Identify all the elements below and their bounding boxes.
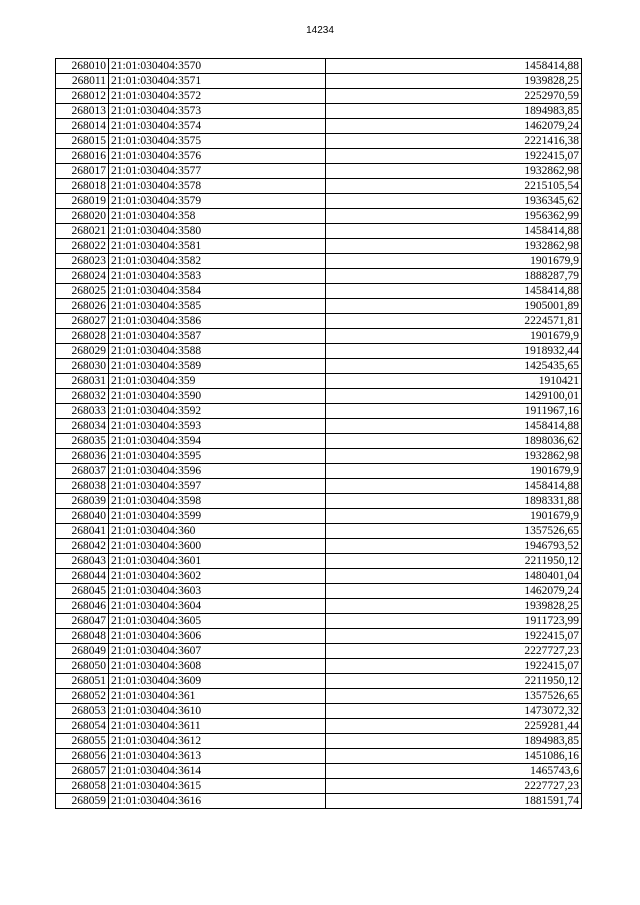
cadastral-number-cell: 21:01:030404:3602	[109, 569, 326, 584]
row-number-cell: 268015	[56, 134, 109, 149]
cadastral-value-cell: 2211950,12	[326, 674, 582, 689]
table-row	[56, 314, 582, 329]
cadastral-value-cell: 1946793,52	[326, 539, 582, 554]
table-row	[56, 134, 582, 149]
cadastral-value-cell: 1898036,62	[326, 434, 582, 449]
cadastral-value-cell: 1894983,85	[326, 734, 582, 749]
row-number-cell: 268039	[56, 494, 109, 509]
table-row	[56, 59, 582, 74]
cadastral-value-cell: 1905001,89	[326, 299, 582, 314]
cadastral-number-cell: 21:01:030404:3598	[109, 494, 326, 509]
row-number-cell: 268026	[56, 299, 109, 314]
cadastral-value-cell: 1911967,16	[326, 404, 582, 419]
row-number-cell: 268036	[56, 449, 109, 464]
row-number-cell: 268022	[56, 239, 109, 254]
cadastral-number-cell: 21:01:030404:3600	[109, 539, 326, 554]
table-row	[56, 584, 582, 599]
cadastral-number-cell: 21:01:030404:3589	[109, 359, 326, 374]
table-row	[56, 719, 582, 734]
cadastral-number-cell: 21:01:030404:3605	[109, 614, 326, 629]
cadastral-number-cell: 21:01:030404:3577	[109, 164, 326, 179]
row-number-cell: 268016	[56, 149, 109, 164]
row-number-cell: 268053	[56, 704, 109, 719]
cadastral-number-cell: 21:01:030404:3590	[109, 389, 326, 404]
cadastral-value-cell: 1458414,88	[326, 419, 582, 434]
cadastral-value-cell: 1462079,24	[326, 119, 582, 134]
row-number-cell: 268023	[56, 254, 109, 269]
table-row	[56, 644, 582, 659]
cadastral-value-cell: 1429100,01	[326, 389, 582, 404]
cadastral-number-cell: 21:01:030404:3579	[109, 194, 326, 209]
row-number-cell: 268052	[56, 689, 109, 704]
table-row	[56, 794, 582, 809]
cadastral-value-cell: 2221416,38	[326, 134, 582, 149]
table-row	[56, 359, 582, 374]
cadastral-number-cell: 21:01:030404:3571	[109, 74, 326, 89]
table-row	[56, 479, 582, 494]
cadastral-value-cell: 2259281,44	[326, 719, 582, 734]
cadastral-value-cell: 1901679,9	[326, 509, 582, 524]
row-number-cell: 268059	[56, 794, 109, 809]
cadastral-value-cell: 1462079,24	[326, 584, 582, 599]
table-row	[56, 194, 582, 209]
cadastral-number-cell: 21:01:030404:3613	[109, 749, 326, 764]
table-row	[56, 104, 582, 119]
cadastral-number-cell: 21:01:030404:3599	[109, 509, 326, 524]
cadastral-value-cell: 1922415,07	[326, 149, 582, 164]
cadastral-number-cell: 21:01:030404:3588	[109, 344, 326, 359]
table-row	[56, 554, 582, 569]
row-number-cell: 268057	[56, 764, 109, 779]
cadastral-value-cell: 1458414,88	[326, 284, 582, 299]
cadastral-value-cell: 1922415,07	[326, 659, 582, 674]
table-row	[56, 404, 582, 419]
cadastral-number-cell: 21:01:030404:358	[109, 209, 326, 224]
row-number-cell: 268033	[56, 404, 109, 419]
row-number-cell: 268025	[56, 284, 109, 299]
cadastral-value-cell: 2215105,54	[326, 179, 582, 194]
cadastral-number-cell: 21:01:030404:3601	[109, 554, 326, 569]
cadastral-number-cell: 21:01:030404:3573	[109, 104, 326, 119]
cadastral-value-cell: 2227727,23	[326, 644, 582, 659]
cadastral-number-cell: 21:01:030404:3582	[109, 254, 326, 269]
page-number: 14234	[306, 25, 334, 36]
cadastral-value-cell: 1465743,6	[326, 764, 582, 779]
cadastral-number-cell: 21:01:030404:3584	[109, 284, 326, 299]
row-number-cell: 268044	[56, 569, 109, 584]
row-number-cell: 268017	[56, 164, 109, 179]
table-row	[56, 224, 582, 239]
cadastral-number-cell: 21:01:030404:3580	[109, 224, 326, 239]
table-row	[56, 119, 582, 134]
cadastral-value-cell: 1458414,88	[326, 59, 582, 74]
cadastral-value-cell: 1918932,44	[326, 344, 582, 359]
cadastral-value-cell: 1936345,62	[326, 194, 582, 209]
cadastral-value-table	[55, 58, 582, 809]
row-number-cell: 268042	[56, 539, 109, 554]
cadastral-number-cell: 21:01:030404:3609	[109, 674, 326, 689]
table-row	[56, 419, 582, 434]
cadastral-number-cell: 21:01:030404:3581	[109, 239, 326, 254]
cadastral-number-cell: 21:01:030404:361	[109, 689, 326, 704]
table-row	[56, 749, 582, 764]
cadastral-value-cell: 1910421	[326, 374, 582, 389]
table-row	[56, 74, 582, 89]
table-row	[56, 374, 582, 389]
row-number-cell: 268032	[56, 389, 109, 404]
table-row	[56, 254, 582, 269]
cadastral-value-cell: 2224571,81	[326, 314, 582, 329]
table-row	[56, 464, 582, 479]
row-number-cell: 268028	[56, 329, 109, 344]
cadastral-value-cell: 1898331,88	[326, 494, 582, 509]
cadastral-number-cell: 21:01:030404:3614	[109, 764, 326, 779]
cadastral-value-cell: 1357526,65	[326, 524, 582, 539]
cadastral-number-cell: 21:01:030404:3570	[109, 59, 326, 74]
row-number-cell: 268011	[56, 74, 109, 89]
row-number-cell: 268013	[56, 104, 109, 119]
cadastral-value-cell: 1911723,99	[326, 614, 582, 629]
row-number-cell: 268056	[56, 749, 109, 764]
row-number-cell: 268030	[56, 359, 109, 374]
cadastral-number-cell: 21:01:030404:3585	[109, 299, 326, 314]
table-row	[56, 689, 582, 704]
row-number-cell: 268037	[56, 464, 109, 479]
cadastral-value-cell: 1881591,74	[326, 794, 582, 809]
cadastral-value-cell: 2211950,12	[326, 554, 582, 569]
row-number-cell: 268048	[56, 629, 109, 644]
row-number-cell: 268058	[56, 779, 109, 794]
cadastral-number-cell: 21:01:030404:3572	[109, 89, 326, 104]
row-number-cell: 268010	[56, 59, 109, 74]
cadastral-number-cell: 21:01:030404:3574	[109, 119, 326, 134]
row-number-cell: 268019	[56, 194, 109, 209]
table-row	[56, 149, 582, 164]
cadastral-value-cell: 1922415,07	[326, 629, 582, 644]
cadastral-value-cell: 1894983,85	[326, 104, 582, 119]
table-row	[56, 524, 582, 539]
cadastral-value-cell: 1458414,88	[326, 479, 582, 494]
table-row	[56, 269, 582, 284]
row-number-cell: 268012	[56, 89, 109, 104]
row-number-cell: 268045	[56, 584, 109, 599]
cadastral-value-cell: 1901679,9	[326, 254, 582, 269]
table-row	[56, 344, 582, 359]
table-row	[56, 614, 582, 629]
table-row	[56, 764, 582, 779]
row-number-cell: 268020	[56, 209, 109, 224]
table-row	[56, 599, 582, 614]
cadastral-number-cell: 21:01:030404:3604	[109, 599, 326, 614]
cadastral-number-cell: 21:01:030404:3606	[109, 629, 326, 644]
row-number-cell: 268054	[56, 719, 109, 734]
cadastral-number-cell: 21:01:030404:3597	[109, 479, 326, 494]
table-row	[56, 629, 582, 644]
cadastral-value-cell: 1932862,98	[326, 164, 582, 179]
row-number-cell: 268029	[56, 344, 109, 359]
row-number-cell: 268041	[56, 524, 109, 539]
cadastral-number-cell: 21:01:030404:3612	[109, 734, 326, 749]
row-number-cell: 268038	[56, 479, 109, 494]
cadastral-number-cell: 21:01:030404:3603	[109, 584, 326, 599]
cadastral-number-cell: 21:01:030404:3583	[109, 269, 326, 284]
table-row	[56, 164, 582, 179]
row-number-cell: 268021	[56, 224, 109, 239]
cadastral-value-cell: 1932862,98	[326, 239, 582, 254]
table-row	[56, 239, 582, 254]
row-number-cell: 268024	[56, 269, 109, 284]
cadastral-value-cell: 1458414,88	[326, 224, 582, 239]
table-row	[56, 509, 582, 524]
cadastral-number-cell: 21:01:030404:3616	[109, 794, 326, 809]
table-row	[56, 734, 582, 749]
cadastral-value-cell: 1932862,98	[326, 449, 582, 464]
cadastral-number-cell: 21:01:030404:3611	[109, 719, 326, 734]
row-number-cell: 268014	[56, 119, 109, 134]
table-row	[56, 179, 582, 194]
cadastral-value-cell: 1480401,04	[326, 569, 582, 584]
cadastral-number-cell: 21:01:030404:3578	[109, 179, 326, 194]
cadastral-value-cell: 1901679,9	[326, 329, 582, 344]
cadastral-number-cell: 21:01:030404:3594	[109, 434, 326, 449]
cadastral-value-cell: 1939828,25	[326, 599, 582, 614]
table-body	[56, 59, 582, 809]
row-number-cell: 268035	[56, 434, 109, 449]
table-row	[56, 674, 582, 689]
table-row	[56, 659, 582, 674]
cadastral-number-cell: 21:01:030404:3587	[109, 329, 326, 344]
row-number-cell: 268049	[56, 644, 109, 659]
cadastral-number-cell: 21:01:030404:3608	[109, 659, 326, 674]
cadastral-number-cell: 21:01:030404:3576	[109, 149, 326, 164]
cadastral-number-cell: 21:01:030404:3615	[109, 779, 326, 794]
table-row	[56, 449, 582, 464]
row-number-cell: 268034	[56, 419, 109, 434]
cadastral-number-cell: 21:01:030404:3593	[109, 419, 326, 434]
table-row	[56, 89, 582, 104]
row-number-cell: 268018	[56, 179, 109, 194]
cadastral-number-cell: 21:01:030404:3607	[109, 644, 326, 659]
row-number-cell: 268027	[56, 314, 109, 329]
table-row	[56, 299, 582, 314]
table-row	[56, 284, 582, 299]
cadastral-number-cell: 21:01:030404:3610	[109, 704, 326, 719]
cadastral-number-cell: 21:01:030404:3586	[109, 314, 326, 329]
row-number-cell: 268050	[56, 659, 109, 674]
row-number-cell: 268046	[56, 599, 109, 614]
row-number-cell: 268047	[56, 614, 109, 629]
cadastral-number-cell: 21:01:030404:3575	[109, 134, 326, 149]
table-row	[56, 389, 582, 404]
row-number-cell: 268040	[56, 509, 109, 524]
cadastral-value-cell: 2252970,59	[326, 89, 582, 104]
cadastral-value-cell: 1451086,16	[326, 749, 582, 764]
cadastral-number-cell: 21:01:030404:3595	[109, 449, 326, 464]
table-row	[56, 539, 582, 554]
row-number-cell: 268031	[56, 374, 109, 389]
cadastral-number-cell: 21:01:030404:3592	[109, 404, 326, 419]
table-row	[56, 704, 582, 719]
cadastral-value-cell: 1473072,32	[326, 704, 582, 719]
cadastral-value-cell: 1425435,65	[326, 359, 582, 374]
table-row	[56, 569, 582, 584]
table-row	[56, 209, 582, 224]
table-row	[56, 494, 582, 509]
table-row	[56, 329, 582, 344]
cadastral-value-cell: 2227727,23	[326, 779, 582, 794]
cadastral-number-cell: 21:01:030404:3596	[109, 464, 326, 479]
cadastral-value-cell: 1357526,65	[326, 689, 582, 704]
row-number-cell: 268043	[56, 554, 109, 569]
table-row	[56, 434, 582, 449]
cadastral-value-cell: 1901679,9	[326, 464, 582, 479]
cadastral-value-cell: 1888287,79	[326, 269, 582, 284]
row-number-cell: 268055	[56, 734, 109, 749]
table-row	[56, 779, 582, 794]
cadastral-number-cell: 21:01:030404:359	[109, 374, 326, 389]
cadastral-value-cell: 1956362,99	[326, 209, 582, 224]
row-number-cell: 268051	[56, 674, 109, 689]
cadastral-value-cell: 1939828,25	[326, 74, 582, 89]
cadastral-number-cell: 21:01:030404:360	[109, 524, 326, 539]
